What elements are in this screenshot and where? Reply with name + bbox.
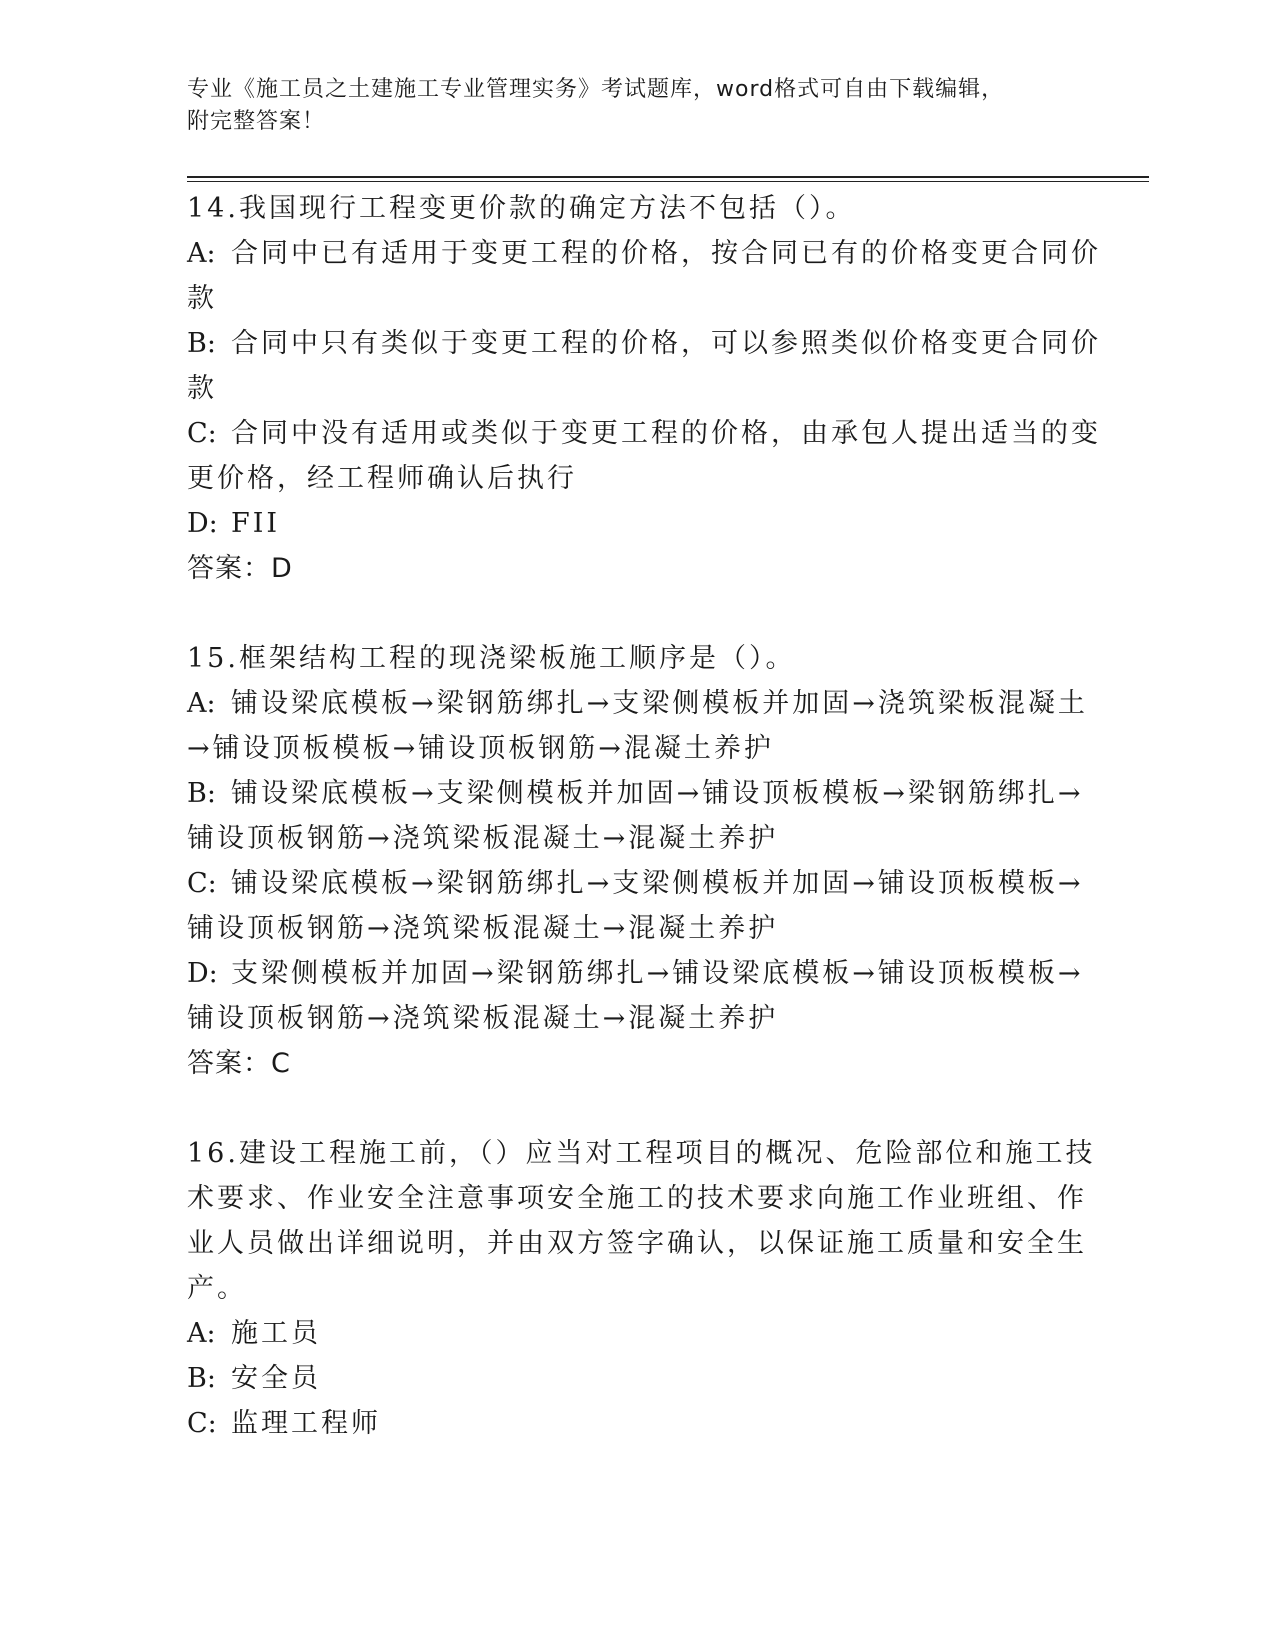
option-label: C:	[187, 418, 217, 449]
option-text-continued: →铺设顶板模板→铺设顶板钢筋→混凝土养护	[187, 733, 774, 764]
option-b	[187, 321, 1101, 411]
question-stem-continued: 业人员做出详细说明，并由双方签字确认，以保证施工质量和安全生	[187, 1228, 1087, 1259]
question-stem-continued: 术要求、作业安全注意事项安全施工的技术要求向施工作业班组、作	[187, 1183, 1087, 1214]
answer-line: 答案：D	[187, 553, 293, 584]
option-d	[187, 501, 1087, 546]
option-a	[187, 1311, 1087, 1356]
question-16	[187, 1131, 1096, 1446]
document-header	[187, 74, 1067, 138]
question-15	[187, 636, 1087, 1086]
option-text-continued: 铺设顶板钢筋→浇筑梁板混凝土→混凝土养护	[187, 823, 779, 854]
option-b	[187, 1356, 1087, 1401]
option-label: A:	[187, 1318, 216, 1349]
option-label: D:	[187, 958, 218, 989]
question-stem: 16.建设工程施工前，（）应当对工程项目的概况、危险部位和施工技	[187, 1138, 1096, 1169]
option-a	[187, 231, 1101, 321]
option-c	[187, 411, 1101, 501]
option-text: 施工员	[231, 1318, 321, 1349]
option-b	[187, 771, 1087, 861]
question-stem-continued: 产。	[187, 1273, 247, 1304]
option-text-continued: 铺设顶板钢筋→浇筑梁板混凝土→混凝土养护	[187, 913, 779, 944]
option-text: 铺设梁底模板→梁钢筋绑扎→支梁侧模板并加固→铺设顶板模板→	[231, 868, 1084, 899]
option-label: A:	[187, 688, 216, 719]
header-line-1: 专业《施工员之土建施工专业管理实务》考试题库，word格式可自由下载编辑，	[187, 77, 1005, 102]
question-stem: 14.我国现行工程变更价款的确定方法不包括（）。	[187, 193, 856, 224]
option-text-continued: 款	[187, 283, 217, 314]
option-d	[187, 951, 1087, 1041]
option-text: 合同中没有适用或类似于变更工程的价格，由承包人提出适当的变	[231, 418, 1101, 449]
option-text: FII	[231, 508, 281, 539]
option-label: B:	[187, 1363, 216, 1394]
option-text-continued: 更价格，经工程师确认后执行	[187, 463, 577, 494]
option-label: C:	[187, 1408, 217, 1439]
option-text: 支梁侧模板并加固→梁钢筋绑扎→铺设梁底模板→铺设顶板模板→	[231, 958, 1084, 989]
option-text-continued: 款	[187, 373, 217, 404]
header-divider-thin	[187, 181, 1149, 182]
option-c	[187, 861, 1087, 951]
option-label: A:	[187, 238, 216, 269]
option-label: B:	[187, 328, 216, 359]
option-c	[187, 1401, 1087, 1446]
option-text: 铺设梁底模板→支梁侧模板并加固→铺设顶板模板→梁钢筋绑扎→	[231, 778, 1084, 809]
question-14	[187, 186, 1101, 591]
option-text: 监理工程师	[231, 1408, 381, 1439]
question-stem: 15.框架结构工程的现浇梁板施工顺序是（）。	[187, 643, 796, 674]
option-label: B:	[187, 778, 216, 809]
option-label: D:	[187, 508, 218, 539]
option-text: 合同中只有类似于变更工程的价格，可以参照类似价格变更合同价	[231, 328, 1101, 359]
option-label: C:	[187, 868, 217, 899]
header-divider-thick	[187, 176, 1149, 178]
option-text: 铺设梁底模板→梁钢筋绑扎→支梁侧模板并加固→浇筑梁板混凝土	[231, 688, 1088, 719]
option-text: 安全员	[231, 1363, 321, 1394]
option-text-continued: 铺设顶板钢筋→浇筑梁板混凝土→混凝土养护	[187, 1003, 779, 1034]
option-text: 合同中已有适用于变更工程的价格，按合同已有的价格变更合同价	[231, 238, 1101, 269]
answer-line: 答案：C	[187, 1048, 291, 1079]
question-list	[187, 186, 1101, 1491]
option-a	[187, 681, 1087, 771]
header-line-2: 附完整答案！	[187, 109, 326, 134]
